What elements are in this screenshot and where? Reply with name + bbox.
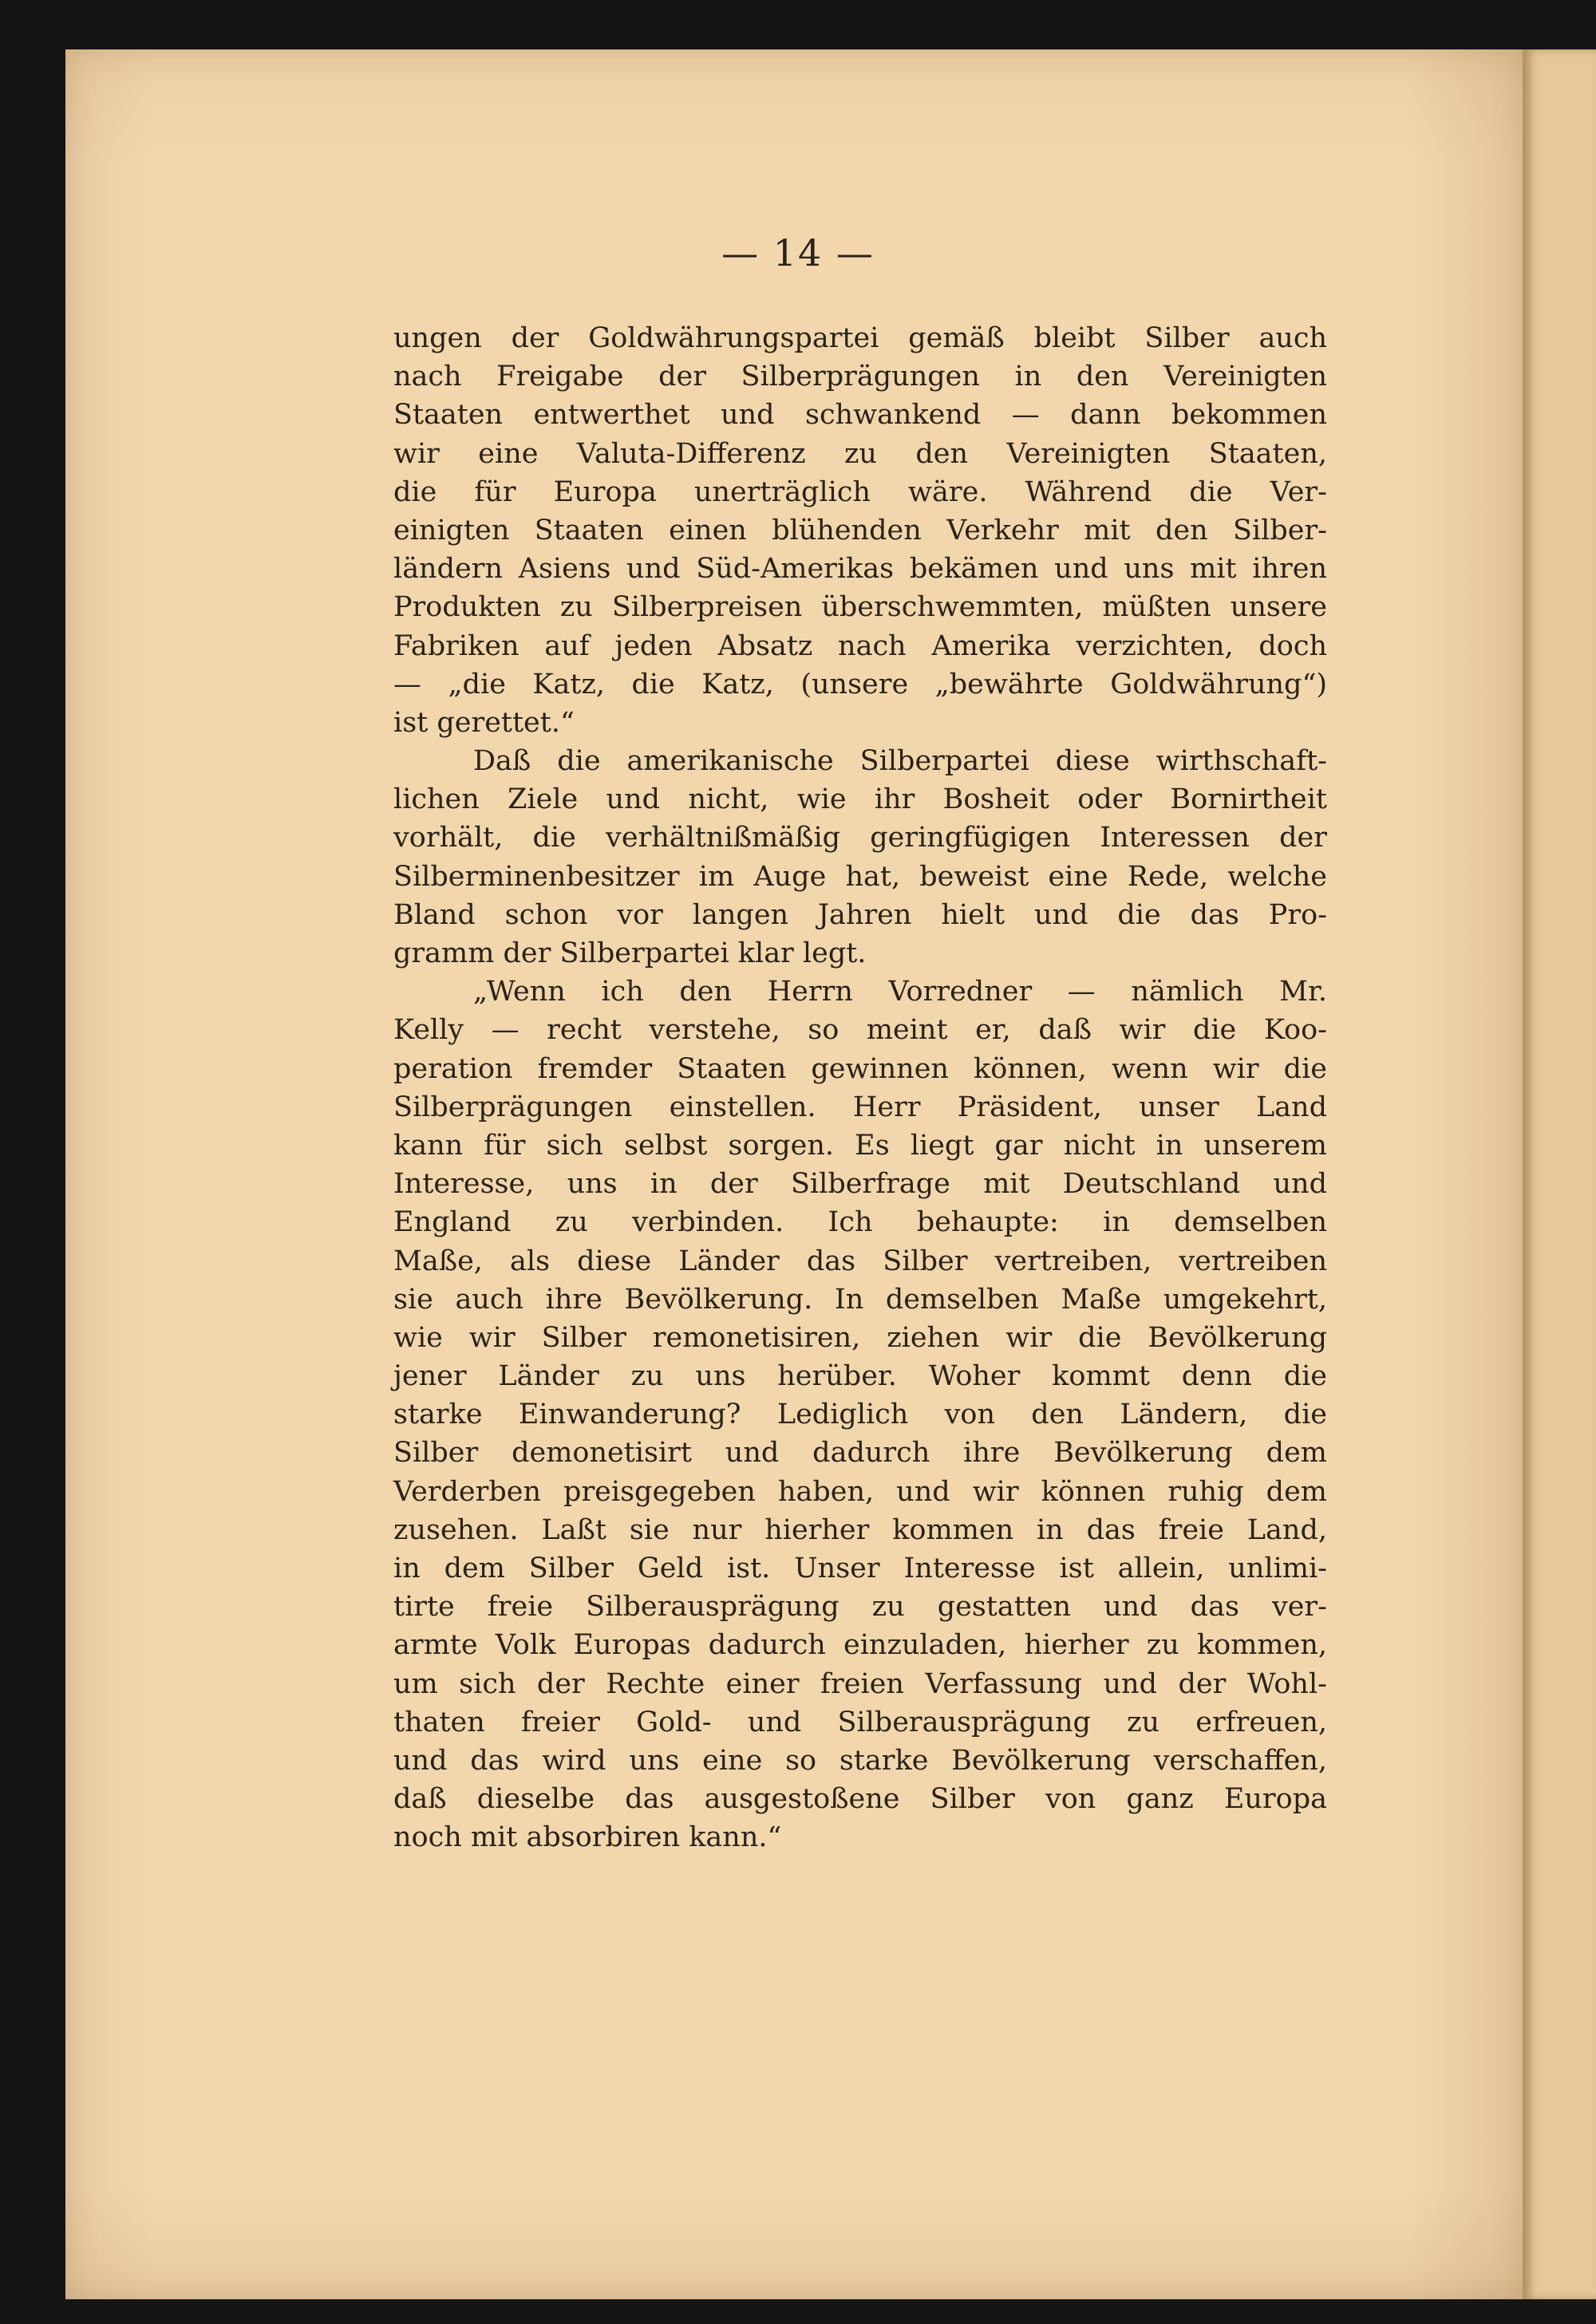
- text-line: ungen der Goldwährungspartei gemäß bleibt Silber auch: [393, 322, 1327, 354]
- text-line: Silber demonetisirt und dadurch ihre Bevölkerung dem: [393, 1437, 1327, 1470]
- text-line: ist gerettet.“: [393, 706, 575, 739]
- text-line: armte Volk Europas dadurch einzuladen, hierher zu kommen,: [393, 1629, 1327, 1662]
- text-line: „Wenn ich den Herrn Vorredner — nämlich Mr.: [473, 976, 1327, 1008]
- binding-strip: [1526, 49, 1596, 2299]
- text-line: thaten freier Gold- und Silberausprägung zu erfreuen,: [393, 1706, 1327, 1738]
- text-line: sie auch ihre Bevölkerung. In demselben Maße umgekehrt,: [393, 1283, 1327, 1316]
- text-line: in dem Silber Geld ist. Unser Interesse ist allein, unlimi-: [393, 1553, 1327, 1584]
- text-line: wir eine Valuta-Differenz zu den Vereinigten Staaten,: [393, 437, 1327, 470]
- text-line: nach Freigabe der Silberprägungen in den Vereinigten: [393, 361, 1327, 393]
- text-line: Maße, als diese Länder das Silber vertreiben, vertreiben: [393, 1245, 1327, 1277]
- text-line: gramm der Silberpartei klar legt.: [393, 937, 867, 969]
- text-line: Interesse, uns in der Silberfrage mit Deutschland und: [393, 1168, 1327, 1201]
- body-text: [393, 319, 1327, 1857]
- text-line: Daß die amerikanische Silberpartei diese wirthschaft-: [473, 745, 1327, 778]
- text-line: — „die Katz, die Katz, (unsere „bewährte Goldwährung“): [393, 668, 1327, 700]
- page-number: — 14 —: [721, 231, 875, 274]
- text-line: starke Einwanderung? Lediglich von den Ländern, die: [393, 1399, 1327, 1431]
- text-line: Staaten entwerthet und schwankend — dann bekommen: [393, 399, 1327, 432]
- text-line: vorhält, die verhältnißmäßig geringfügigen Interessen der: [393, 822, 1327, 854]
- text-line: die für Europa unerträglich wäre. Während die Ver-: [393, 475, 1327, 508]
- text-line: tirte freie Silberausprägung zu gestatten und das ver-: [393, 1591, 1327, 1624]
- text-line: noch mit absorbiren kann.“: [393, 1821, 782, 1854]
- text-line: Silberminenbesitzer im Auge hat, beweist eine Rede, welche: [393, 860, 1327, 893]
- text-line: um sich der Rechte einer freien Verfassung und der Wohl-: [393, 1667, 1327, 1700]
- text-line: Silberprägungen einstellen. Herr Präsident, unser Land: [393, 1091, 1327, 1123]
- text-line: lichen Ziele und nicht, wie ihr Bosheit oder Bornirtheit: [393, 783, 1327, 816]
- text-line: einigten Staaten einen blühenden Verkehr mit den Silber-: [393, 514, 1327, 546]
- text-line: Bland schon vor langen Jahren hielt und die das Pro-: [393, 898, 1327, 931]
- text-line: Verderben preisgegeben haben, und wir können ruhig dem: [393, 1475, 1327, 1508]
- text-line: jener Länder zu uns herüber. Woher kommt denn die: [393, 1360, 1327, 1393]
- text-line: Kelly — recht verstehe, so meint er, daß wir die Koo-: [393, 1014, 1327, 1047]
- text-line: daß dieselbe das ausgestoßene Silber von ganz Europa: [393, 1783, 1327, 1816]
- text-line: kann für sich selbst sorgen. Es liegt gar nicht in unserem: [393, 1129, 1327, 1162]
- text-line: wie wir Silber remonetisiren, ziehen wir die Bevölkerung: [393, 1321, 1327, 1354]
- text-line: und das wird uns eine so starke Bevölkerung verschaffen,: [393, 1744, 1327, 1777]
- text-line: England zu verbinden. Ich behaupte: in demselben: [393, 1206, 1327, 1239]
- text-line: Produkten zu Silberpreisen überschwemmten, müßten unsere: [393, 591, 1327, 624]
- text-line: peration fremder Staaten gewinnen können, wenn wir die: [393, 1052, 1327, 1085]
- text-line: ländern Asiens und Süd-Amerikas bekämen und uns mit ihren: [393, 553, 1327, 586]
- text-line: Fabriken auf jeden Absatz nach Amerika verzichten, doch: [393, 629, 1327, 662]
- text-line: zusehen. Laßt sie nur hierher kommen in das freie Land,: [393, 1513, 1327, 1546]
